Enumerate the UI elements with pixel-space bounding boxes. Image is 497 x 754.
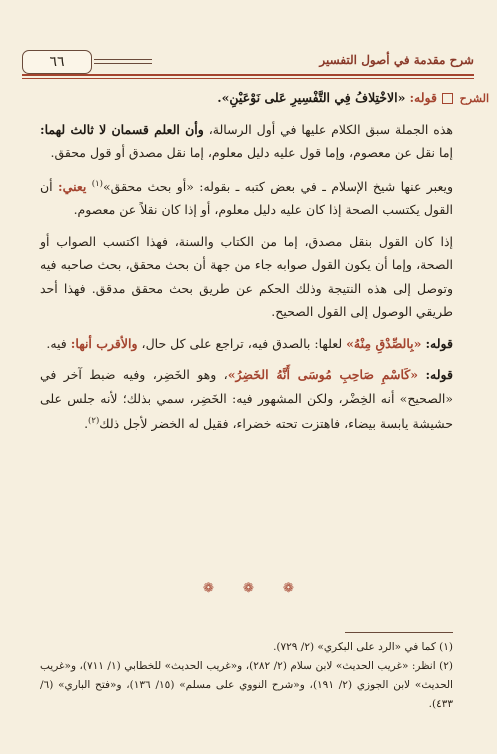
square-bullet-icon (442, 93, 453, 104)
footnote-rule (345, 632, 453, 633)
paragraph: قوله: «كَاسْمِ صَاحِبِ مُوسَى أَنَّهُ الخَضِرُ»، وهو الخَضِر، وفيه ضبط آخر في «الصحيح» أنه الخِضْر، ولكن المشهور فيه: الخَضِر، سمي بذلك؛ لأنه جلس على حشيشة يابسة بيضاء، فاهتزت تحته خضراء، فقيل له الخضر لأجل ذلك$^{(٢)}$. (40, 367, 453, 432)
page-number: ٦٦ (22, 50, 92, 74)
bold-phrase: والأقرب أنها: (70, 335, 138, 351)
header-rule-thin (22, 78, 474, 79)
paragraph: ويعبر عنها شيخ الإسلام ـ في بعض كتبه ـ بقوله: «أو بحث محقق»$^{(١)}$ يعني: أن القول يكتسب الصحة إذا كان عليه دليل معلوم، أو إذا كان نقلاً عن معصوم. (40, 178, 453, 218)
section-divider-stars (0, 577, 497, 596)
paragraph: إذا كان القول بنقل مصدق، إما من الكتاب والسنة، فهذا اكتسب الصواب أو الصحة، وإما أن يكون القول صوابه جاء من جهة أن بحث محقق، بحث صاحبه فيه وتوصل إلى هذه النتيجة وذلك الحكم عن طريق بحث محقق مدقق. فهذا أحد طريقي الوصول إلى القول الصحيح. (40, 233, 453, 320)
footnote-ref: (١) (91, 178, 103, 189)
star-ornament-icon: ❁ (203, 581, 214, 596)
paragraph: قوله: «بِالصِّدْقِ مِنْهُ» لعلها: بالصدق فيه، تراجع على كل حال، والأقرب أنها: فيه. (46, 335, 453, 351)
section-heading (40, 86, 453, 110)
bold-phrase: وأن العلم قسمان لا ثالث لهما: (40, 121, 204, 137)
qawluh-label: قوله: (425, 335, 453, 351)
star-ornament-icon: ❁ (283, 581, 294, 596)
star-ornament-icon: ❁ (243, 581, 254, 596)
page-header (22, 50, 474, 76)
footnote-ref: (٢) (88, 416, 100, 427)
qawluh-label: قوله: (425, 367, 453, 383)
matn-quote: «الاخْتِلافُ فِي التَّفْسِيرِ عَلى نَوْعَيْنِ». (217, 90, 406, 105)
running-title: شرح مقدمة في أصول التفسير (319, 53, 474, 67)
header-rule (22, 74, 474, 76)
main-text (40, 86, 453, 444)
footnote: (١) كما في «الرد على البكري» (٢/ ٧٢٩). (273, 641, 453, 653)
footnote: (٢) انظر: «غريب الحديث» لابن سلام (٢/ ٢٨٢)، و«غريب الحديث» للخطابي (١/ ٧١١)، و«غريب الحديث» لابن الجوزي (٢/ ١٩١)، و«شرح النووي على مسلم» (١٥/ ١٣٦)، و«فتح الباري» (٦/ ٤٣٣). (40, 660, 453, 710)
footnotes (40, 638, 453, 714)
qawluh-label: قوله: (409, 90, 437, 105)
matn-quote: «كَاسْمِ صَاحِبِ مُوسَى أَنَّهُ الخَضِرُ» (227, 367, 419, 383)
yani-label: يعني: (58, 178, 87, 194)
matn-quote: «بِالصِّدْقِ مِنْهُ» (346, 335, 422, 351)
margin-label-sharh: الشرح (459, 92, 489, 105)
paragraph: هذه الجملة سبق الكلام عليها في أول الرسالة، وأن العلم قسمان لا ثالث لهما: إما نقل عن معصوم، وإما قول عليه دليل معلوم، إما نقل مصدق أو قول محقق. (40, 121, 453, 160)
header-ornament-lines (94, 59, 152, 67)
